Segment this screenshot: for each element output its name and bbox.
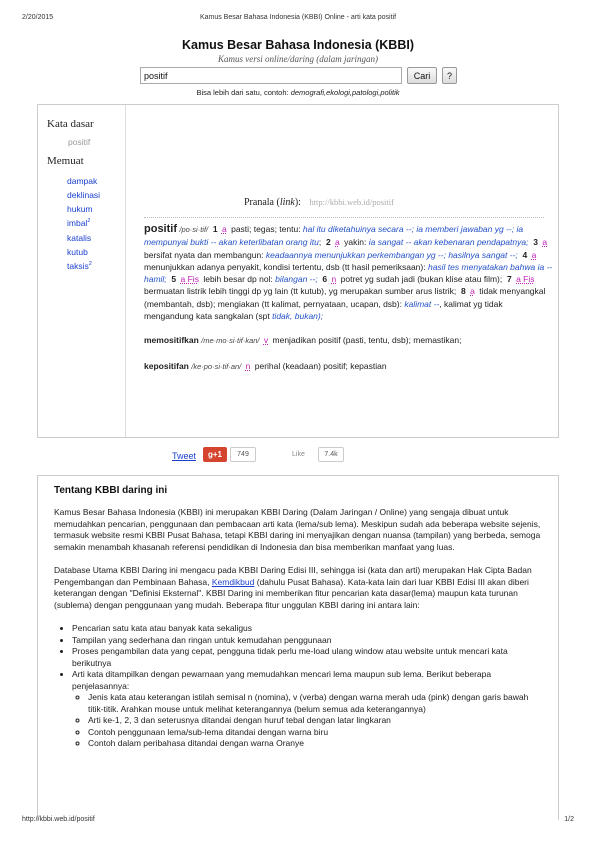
list-item: • Tampilan yang sederhana dan ringan untuk kemudahan penggunaan (72, 635, 544, 647)
main-definition: positif /po·si·tif/ 1 a pasti; tegas; tentu: hal itu diketahuinya secara --; ia memberi jawaban yg --; ia mempunyai bukti -- akan keterlibatan orang itu; 2 a yakin: ia sangat -- akan kebenaran pendapatnya; 3 a bersifat nyata dan membangun: keadaannya menunjukkan perkembangan yg --; hasilnya sangat --; 4 a menunjukkan adanya penyakit, kondisi tertentu, dsb (tt hasil pemeriksaan): hasil tes menyatakan bahwa ia -- hamil; 5 a Fis lebih besar dp nol: bilangan --; 6 n potret yg sudah jadi (bukan klise atau film); 7 a Fis bermuatan listrik lebih tinggi dp yg lain (tt kutub), yg merupakan sumber arus listrik; 8 a tidak menyangkal (membantah, dsb); mengiakan (tt kalimat, pernyataan, ucapan, dsb): kalimat --, kalimat yg tidak mengandung kata sangkalan (spt tidak, bukan); (144, 223, 553, 322)
memuat-link[interactable]: imbal$^2$ (67, 218, 91, 229)
like-button[interactable]: Like (292, 451, 305, 458)
memuat-list (67, 173, 100, 272)
print-footer (22, 816, 574, 828)
tweet-button[interactable]: Tweet (172, 451, 197, 461)
kemdikbud-link[interactable]: Kemdikbud (211, 576, 255, 587)
word-class[interactable]: v (263, 335, 269, 346)
search-hint (0, 88, 596, 97)
list-item: ◦ Jenis kata atau keterangan istilah semisal n (nomina), v (verba) dengan warna merah uda (pink) dengan garis bawah titik-titik. Arahkan mouse untuk melihat keterangannya (belum semua ada keterangannya) (88, 692, 544, 715)
site-title: Kamus Besar Bahasa Indonesia (KBBI) (181, 38, 414, 52)
search-input[interactable] (140, 67, 402, 84)
divider (144, 217, 544, 218)
memuat-link[interactable]: taksis$^2$ (67, 260, 92, 271)
sub-entry: memositifkan /me·mo·si·tif·kan/ v menjadikan positif (pasti, tentu, dsb); memastikan; (144, 335, 462, 346)
help-button[interactable]: ? (442, 67, 457, 84)
memuat-link[interactable]: deklinasi (67, 189, 101, 200)
memuat-link[interactable]: dampak (67, 175, 98, 186)
site-subtitle: Kamus versi online/daring (dalam jaringan) (218, 54, 378, 64)
page-number: 1/2 (564, 816, 574, 823)
sub-headword: kepositifan (144, 360, 189, 371)
print-date: 2/20/2015 (22, 14, 54, 21)
list-item: ◦ Arti ke-1, 2, 3 dan seterusnya ditandai dengan huruf tebal dengan latar lingkaran (88, 715, 544, 727)
word-class[interactable]: a Fis (516, 274, 535, 285)
kata-dasar-value: positif (68, 137, 91, 147)
word-class[interactable]: n (245, 360, 251, 371)
word-class[interactable]: a (531, 249, 537, 260)
about-title: Tentang KBBI daring ini (54, 485, 168, 496)
print-title: Kamus Besar Bahasa Indonesia (KBBI) Online - arti kata positif (199, 14, 397, 21)
kata-dasar-title: Kata dasar (47, 118, 94, 130)
hint-prefix: Bisa lebih dari satu, contoh: (196, 88, 291, 97)
sub-feature-list (72, 692, 544, 750)
about-paragraph: Kamus Besar Bahasa Indonesia (KBBI) ini merupakan KBBI Daring (Dalam Jaringan / Online) yang sengaja dibuat untuk memudahkan pencarian, penggunaan dan pembacaan arti kata (lema/sub lema). Meskipun sudah ada beberapa website sejenis, termasuk website resmi KBBI Pusat Bahasa, tetapi KBBI daring ini menyajikan dengan nuansa (tampilan) yang berbeda, semoga semakin menambah khasanah referensi pendidikan di Indonesia dan bisa memberikan manfaat yang luas. (54, 507, 541, 552)
word-class[interactable]: a Fis (180, 274, 199, 285)
search-button[interactable]: Cari (407, 67, 437, 84)
result-panel (37, 104, 559, 438)
sidebar (38, 105, 126, 437)
feature-list (54, 623, 544, 750)
pronunciation: /po·si·tif/ (179, 225, 209, 234)
about-body (54, 507, 544, 750)
like-count: 7.4k (318, 447, 344, 462)
definition-entry (144, 223, 554, 373)
list-item: • Pencarian satu kata atau banyak kata sekaligus (72, 623, 544, 635)
sub-headword: memositifkan (144, 335, 199, 346)
permalink: Pranala (link): http://kbbi.web.id/positif (244, 197, 394, 208)
list-item: • Arti kata ditampilkan dengan pewarnaan yang memudahkan mencari lema maupun sub lema. Berikut beberapa penjelasannya: ◦ Jenis kata atau keterangan istilah semisal n (nomina), v (verba) dengan warna merah uda (pink) dengan garis bawah titik-titik. Arahkan mouse untuk melihat keterangannya (belum semua ada keterangannya) ◦ Arti ke-1, 2, 3 dan seterusnya ditandai dengan huruf tebal dengan latar lingkaran ◦ Contoh penggunaan lema/sub-lema ditandai dengan warna biru ◦ Contoh dalam peribahasa ditandai dengan warna Oranye (72, 669, 544, 750)
memuat-title: Memuat (47, 155, 84, 167)
memuat-link[interactable]: kutub (67, 246, 88, 257)
hint-examples: demografi,ekologi,patologi,politik (290, 88, 400, 97)
about-paragraph: Database Utama KBBI Daring ini mengacu pada KBBI Daring Edisi III, sehingga isi (kata dan arti) merupakan Hak Cipta Badan Pengembangan dan Pembinaan Bahasa, Kemdikbud (dahulu Pusat Bahasa). Kata-kata lain dari luar KBBI Edisi III akan diberi keterangan dengan "Definisi Eksternal". KBBI Daring ini memberikan fitur pencarian kata dasar(lema) maupun kata turunan (sublema) dengan penggunaan yang mudah. Beberapa fitur unggulan KBBI daring ini antara lain: (54, 565, 532, 610)
word-class[interactable]: n (331, 274, 337, 285)
list-item: • Proses pengambilan data yang cepat, pengguna tidak perlu me-load ulang window atau website untuk mencari kata berikutnya (72, 646, 544, 669)
headword: positif (144, 223, 177, 235)
print-url: http://kbbi.web.id/positif (22, 816, 95, 823)
gplus-button[interactable]: g+1 (203, 447, 227, 462)
about-panel (37, 475, 559, 820)
permalink-url[interactable]: http://kbbi.web.id/positif (309, 197, 394, 207)
word-class[interactable]: a (221, 224, 227, 234)
sub-entry: kepositifan /ke·po·si·tif·an/ n perihal (keadaan) positif; kepastian (144, 360, 387, 371)
word-class[interactable]: a (542, 237, 548, 248)
gplus-count: 749 (230, 447, 256, 462)
word-class[interactable]: a (335, 237, 340, 248)
memuat-link[interactable]: hukum (67, 204, 93, 215)
memuat-link[interactable]: katalis (67, 232, 92, 243)
list-item: ◦ Contoh dalam peribahasa ditandai dengan warna Oranye (88, 738, 544, 750)
print-header (22, 14, 574, 26)
list-item: ◦ Contoh penggunaan lema/sub-lema ditandai dengan warna biru (88, 727, 544, 739)
word-class[interactable]: a (470, 286, 475, 297)
